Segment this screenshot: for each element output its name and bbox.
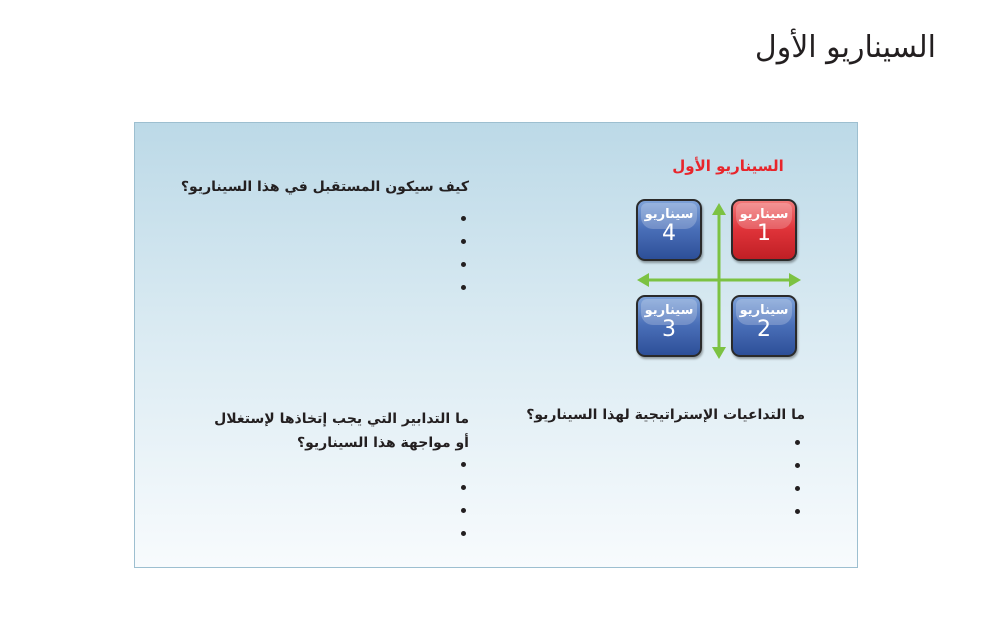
bullet <box>793 431 803 454</box>
implications-bullets <box>793 431 803 523</box>
scenario-tile-2 <box>731 295 797 357</box>
bullet <box>459 453 469 476</box>
bullet <box>793 500 803 523</box>
measures-question <box>214 407 469 455</box>
arrowhead-down <box>712 347 726 359</box>
implications-question-line: ما التداعيات الإستراتيجية لهذا السيناريو؟ <box>526 407 805 423</box>
bullet <box>793 477 803 500</box>
scenario-tile-label: سيناريو <box>644 207 694 222</box>
scenario-tile-label: سيناريو <box>644 303 694 318</box>
arrowhead-up <box>712 203 726 215</box>
future-question <box>181 179 469 195</box>
scenario-tile-number: 3 <box>662 317 676 342</box>
bullet <box>459 207 469 230</box>
arrowhead-left <box>637 273 649 287</box>
scenario-tile-1 <box>731 199 797 261</box>
scenario-tile-number: 1 <box>757 221 771 246</box>
future-bullets <box>459 207 469 299</box>
future-question-line: كيف سيكون المستقبل في هذا السيناريو؟ <box>180 179 469 195</box>
bullet <box>459 230 469 253</box>
page-title: السيناريو الأول <box>754 30 936 65</box>
bullet <box>459 476 469 499</box>
implications-question <box>526 407 805 423</box>
bullet <box>459 276 469 299</box>
scenario-tile-label: سيناريو <box>739 207 789 222</box>
scenario-tile-label: سيناريو <box>739 303 789 318</box>
diagram-title: السيناريو الأول <box>672 157 784 175</box>
bullet <box>793 454 803 477</box>
scenario-tile-3 <box>636 295 702 357</box>
measures-question-line-1: ما التدابير التي يجب إتخاذها لإستغلال <box>214 411 469 427</box>
measures-question-line-2: أو مواجهة هذا السيناريو؟ <box>297 435 469 451</box>
scenario-tile-number: 2 <box>757 317 771 342</box>
scenario-tile-number: 4 <box>662 221 676 246</box>
bullet <box>459 253 469 276</box>
scenario-panel <box>134 122 858 568</box>
arrowhead-right <box>789 273 801 287</box>
measures-bullets <box>459 453 469 545</box>
bullet <box>459 522 469 545</box>
bullet <box>459 499 469 522</box>
scenario-tile-4 <box>636 199 702 261</box>
